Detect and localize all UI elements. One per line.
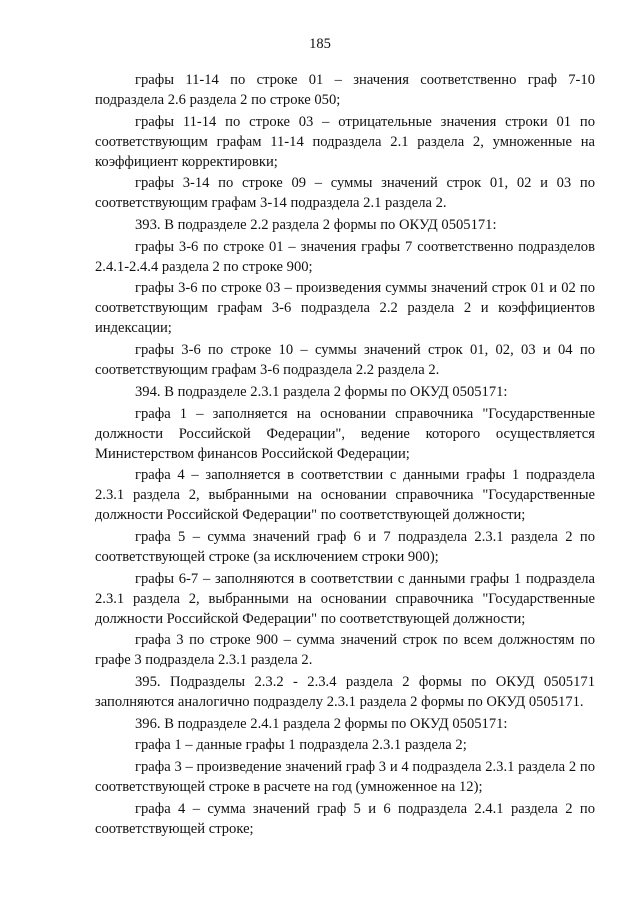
paragraph: графа 4 – заполняется в соответствии с данными графы 1 подраздела 2.3.1 раздела 2, выбранными на основании справочника "Государственные должности Российской Федерации" по соответствующей должности; bbox=[95, 467, 595, 524]
paragraph: графа 1 – данные графы 1 подраздела 2.3.1 раздела 2; bbox=[135, 737, 467, 754]
section-heading-395: 395. Подразделы 2.3.2 - 2.3.4 раздела 2 формы по ОКУД 0505171 заполняются аналогично подразделу 2.3.1 раздела 2 формы по ОКУД 0505171. bbox=[95, 673, 595, 710]
paragraph: графы 3-6 по строке 01 – значения графы 7 соответственно подразделов 2.4.1-2.4.4 раздела 2 по строке 900; bbox=[95, 238, 595, 275]
paragraph: графа 5 – сумма значений граф 6 и 7 подраздела 2.3.1 раздела 2 по соответствующей строке (за исключением строки 900); bbox=[95, 528, 595, 565]
paragraph: графы 11-14 по строке 03 – отрицательные значения строки 01 по соответствующим графам 11-14 подраздела 2.1 раздела 2, умноженные на коэффициент корректировки; bbox=[95, 113, 595, 170]
paragraph: графы 3-6 по строке 03 – произведения суммы значений строк 01 и 02 по соответствующим графам 3-6 подраздела 2.2 раздела 2 и коэффициентов индексации; bbox=[95, 280, 595, 337]
paragraph: графа 1 – заполняется на основании справочника "Государственные должности Российской Федерации", ведение которого осуществляется Министерством финансов Российской Федерации; bbox=[95, 405, 595, 462]
paragraph: графа 3 – произведение значений граф 3 и 4 подраздела 2.3.1 раздела 2 по соответствующей строке в расчете на год (умноженное на 12); bbox=[95, 759, 595, 795]
section-heading-394: 394. В подразделе 2.3.1 раздела 2 формы по ОКУД 0505171: bbox=[135, 383, 508, 400]
paragraph: графы 3-6 по строке 10 – суммы значений строк 01, 02, 03 и 04 по соответствующим графам 3-6 подраздела 2.2 раздела 2. bbox=[95, 342, 595, 379]
page-number: 185 bbox=[309, 36, 331, 52]
paragraph: графа 4 – сумма значений граф 5 и 6 подраздела 2.4.1 раздела 2 по соответствующей строке; bbox=[95, 800, 595, 837]
paragraph: графа 3 по строке 900 – сумма значений строк по всем должностям по графе 3 подраздела 2.3.1 раздела 2. bbox=[95, 632, 595, 669]
paragraph: графы 3-14 по строке 09 – суммы значений строк 01, 02 и 03 по соответствующим графам 3-14 подраздела 2.1 раздела 2. bbox=[95, 175, 595, 212]
paragraph: графы 11-14 по строке 01 – значения соответственно граф 7-10 подраздела 2.6 раздела 2 по строке 050; bbox=[95, 72, 595, 108]
section-heading-396: 396. В подразделе 2.4.1 раздела 2 формы по ОКУД 0505171: bbox=[135, 715, 508, 732]
paragraph: графы 6-7 – заполняются в соответствии с данными графы 1 подраздела 2.3.1 раздела 2, выбранными на основании справочника "Государственные должности Российской Федерации" по соответствующей должности; bbox=[95, 570, 595, 627]
section-heading-393: 393. В подразделе 2.2 раздела 2 формы по ОКУД 0505171: bbox=[135, 217, 497, 234]
document-body bbox=[95, 70, 595, 840]
